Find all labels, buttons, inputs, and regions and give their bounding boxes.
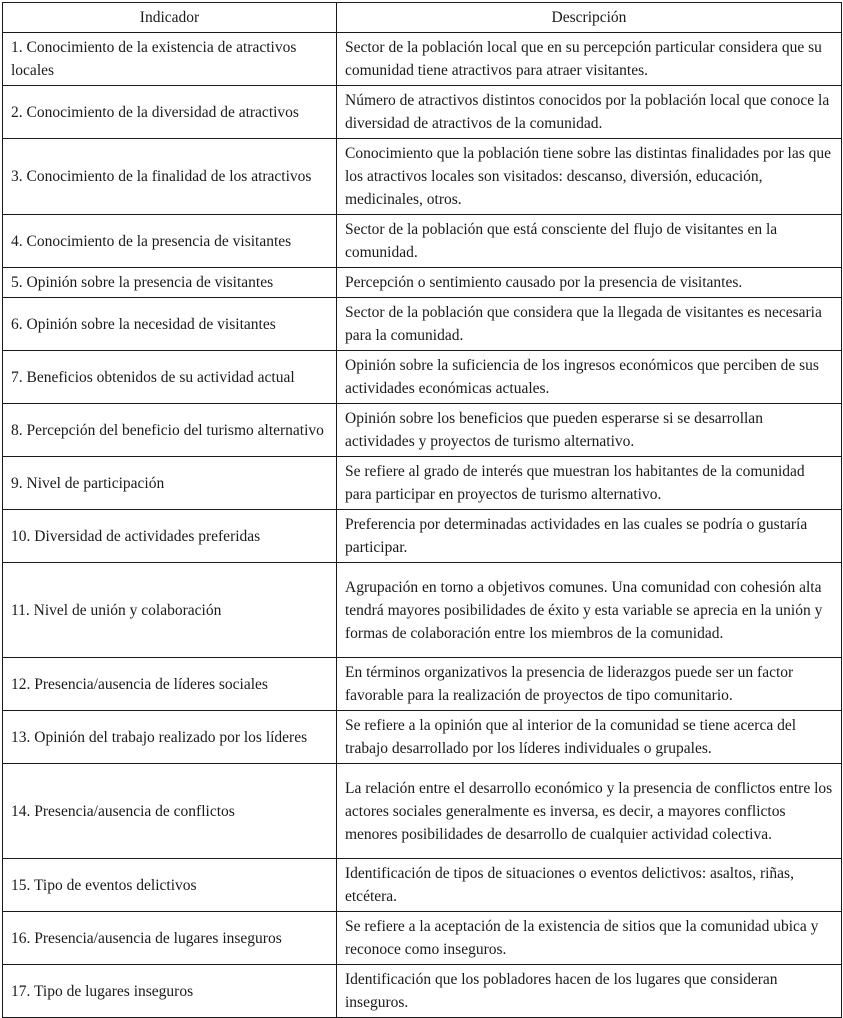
table-row bbox=[3, 711, 842, 764]
table-row bbox=[3, 912, 842, 965]
description-cell: Sector de la población que considera que la llegada de visitantes es necesaria para la comunidad. bbox=[337, 298, 842, 351]
indicator-cell: 10. Diversidad de actividades preferidas bbox=[3, 510, 337, 563]
indicator-cell: 3. Conocimiento de la finalidad de los atractivos bbox=[3, 139, 337, 215]
table-row bbox=[3, 298, 842, 351]
table-row bbox=[3, 859, 842, 912]
indicator-cell: 7. Beneficios obtenidos de su actividad actual bbox=[3, 351, 337, 404]
table-row bbox=[3, 510, 842, 563]
indicator-cell: 9. Nivel de participación bbox=[3, 457, 337, 510]
description-cell: Número de atractivos distintos conocidos por la población local que conoce la diversidad de atractivos de la comunidad. bbox=[337, 86, 842, 139]
description-cell: Opinión sobre los beneficios que pueden esperarse si se desarrollan actividades y proyectos de turismo alternativo. bbox=[337, 404, 842, 457]
table-row bbox=[3, 563, 842, 658]
indicator-cell: 16. Presencia/ausencia de lugares inseguros bbox=[3, 912, 337, 965]
description-cell: Identificación que los pobladores hacen de los lugares que consideran inseguros. bbox=[337, 965, 842, 1018]
table-row bbox=[3, 457, 842, 510]
table-row bbox=[3, 351, 842, 404]
table-row bbox=[3, 404, 842, 457]
header-description: Descripción bbox=[337, 3, 842, 33]
indicator-cell: 2. Conocimiento de la diversidad de atractivos bbox=[3, 86, 337, 139]
indicator-cell: 15. Tipo de eventos delictivos bbox=[3, 859, 337, 912]
indicators-table bbox=[2, 2, 842, 1018]
indicator-cell: 12. Presencia/ausencia de líderes sociales bbox=[3, 658, 337, 711]
indicator-cell: 14. Presencia/ausencia de conflictos bbox=[3, 764, 337, 859]
indicator-cell: 5. Opinión sobre la presencia de visitantes bbox=[3, 268, 337, 298]
description-cell: Percepción o sentimiento causado por la presencia de visitantes. bbox=[337, 268, 842, 298]
table-row bbox=[3, 139, 842, 215]
indicator-cell: 13. Opinión del trabajo realizado por los líderes bbox=[3, 711, 337, 764]
description-cell: Opinión sobre la suficiencia de los ingresos económicos que perciben de sus actividades económicas actuales. bbox=[337, 351, 842, 404]
description-cell: Sector de la población local que en su percepción particular considera que su comunidad tiene atractivos para atraer visitantes. bbox=[337, 33, 842, 86]
indicator-cell: 4. Conocimiento de la presencia de visitantes bbox=[3, 215, 337, 268]
table-row bbox=[3, 215, 842, 268]
description-cell: Se refiere a la opinión que al interior de la comunidad se tiene acerca del trabajo desarrollado por los líderes individuales o grupales. bbox=[337, 711, 842, 764]
table-row bbox=[3, 86, 842, 139]
indicator-cell: 1. Conocimiento de la existencia de atractivos locales bbox=[3, 33, 337, 86]
table-row bbox=[3, 965, 842, 1018]
description-cell: Identificación de tipos de situaciones o eventos delictivos: asaltos, riñas, etcétera. bbox=[337, 859, 842, 912]
description-cell: Se refiere a la aceptación de la existencia de sitios que la comunidad ubica y reconoce como inseguros. bbox=[337, 912, 842, 965]
indicator-cell: 8. Percepción del beneficio del turismo alternativo bbox=[3, 404, 337, 457]
description-cell: En términos organizativos la presencia de liderazgos puede ser un factor favorable para la realización de proyectos de tipo comunitario. bbox=[337, 658, 842, 711]
header-indicator: Indicador bbox=[3, 3, 337, 33]
description-cell: Agrupación en torno a objetivos comunes. Una comunidad con cohesión alta tendrá mayores posibilidades de éxito y esta variable se aprecia en la unión y formas de colaboración entre los miembros de la comunidad. bbox=[337, 563, 842, 658]
indicator-cell: 17. Tipo de lugares inseguros bbox=[3, 965, 337, 1018]
table-header-row bbox=[3, 3, 842, 33]
description-cell: La relación entre el desarrollo económico y la presencia de conflictos entre los actores sociales generalmente es inversa, es decir, a mayores conflictos menores posibilidades de desarrollo de cualquier actividad colectiva. bbox=[337, 764, 842, 859]
indicator-cell: 6. Opinión sobre la necesidad de visitantes bbox=[3, 298, 337, 351]
description-cell: Preferencia por determinadas actividades en las cuales se podría o gustaría participar. bbox=[337, 510, 842, 563]
description-cell: Se refiere al grado de interés que muestran los habitantes de la comunidad para participar en proyectos de turismo alternativo. bbox=[337, 457, 842, 510]
indicator-cell: 11. Nivel de unión y colaboración bbox=[3, 563, 337, 658]
description-cell: Sector de la población que está consciente del flujo de visitantes en la comunidad. bbox=[337, 215, 842, 268]
description-cell: Conocimiento que la población tiene sobre las distintas finalidades por las que los atractivos locales son visitados: descanso, diversión, educación, medicinales, otros. bbox=[337, 139, 842, 215]
table-row bbox=[3, 764, 842, 859]
table-row bbox=[3, 268, 842, 298]
table-row bbox=[3, 658, 842, 711]
table-row bbox=[3, 33, 842, 86]
